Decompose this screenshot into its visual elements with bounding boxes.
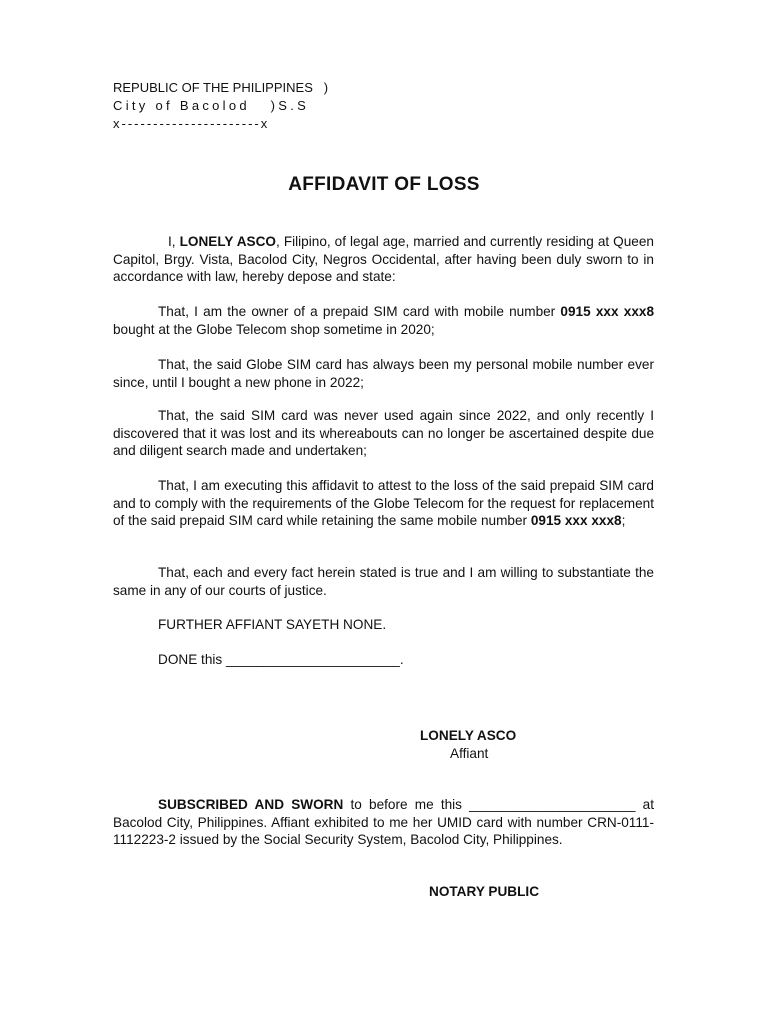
signature-name: LONELY ASCO <box>420 728 517 743</box>
document-title: AFFIDAVIT OF LOSS <box>288 174 480 195</box>
mobile-number: 0915 xxx xxx8 <box>560 304 654 319</box>
intro-prefix: I, <box>168 234 180 249</box>
purpose-rest: ; <box>621 513 626 528</box>
paragraph-further-affiant: FURTHER AFFIANT SAYETH NONE. <box>158 617 387 632</box>
notary-public-label: NOTARY PUBLIC <box>429 884 540 899</box>
ownership-rest: bought at the Globe Telecom shop sometime in 2020; <box>113 321 435 337</box>
mobile-number-repeat: 0915 xxx xxx8 <box>530 513 622 528</box>
jurat-rest: to before me this ______________________ at Bacolod City, Philippines. Affiant exhibited to me her UMID card with number CRN-0111-1112223-2 issued by the Social Security System, Bacolod City, Philippines. <box>113 797 655 847</box>
jurat-bold: SUBSCRIBED AND SWORN <box>158 797 344 812</box>
paragraph-jurat <box>113 796 654 849</box>
purpose-prefix: That, I am executing this affidavit to attest to the loss of the said prepaid SIM card and to comply with the requirements of the Globe Telecom for the request for replacement of the said prepaid SIM card while retaining the same mobile number <box>113 478 654 528</box>
header-city: City of Bacolod )S.S <box>113 98 310 113</box>
paragraph-truth: That, each and every fact herein stated is true and I am willing to substantiate the same in any of our courts of justice. <box>113 565 654 598</box>
header-republic: REPUBLIC OF THE PHILIPPINES ) <box>113 80 329 95</box>
paragraph-purpose <box>113 477 654 530</box>
paragraph-personal-number: That, the said Globe SIM card has always been my personal mobile number ever since, until I bought a new phone in 2022; <box>113 357 654 390</box>
intro-rest: , Filipino, of legal age, married and currently residing at Queen Capitol, Brgy. Vista, Bacolod City, Negros Occidental, after having been duly sworn to in accordance with law, hereby depose and state: <box>113 234 654 284</box>
paragraph-loss: That, the said SIM card was never used again since 2022, and only recently I discovered that it was lost and its whereabouts can no longer be ascertained despite due and diligent search made and undertaken; <box>113 408 654 458</box>
ownership-prefix: That, I am the owner of a prepaid SIM card with mobile number <box>158 304 561 319</box>
affiant-name-inline: LONELY ASCO <box>179 234 277 249</box>
signature-role: Affiant <box>450 746 489 761</box>
paragraph-intro <box>113 233 654 286</box>
header-separator: x----------------------x <box>113 116 270 131</box>
paragraph-ownership <box>113 303 654 338</box>
paragraph-done-this: DONE this _______________________. <box>158 652 404 667</box>
